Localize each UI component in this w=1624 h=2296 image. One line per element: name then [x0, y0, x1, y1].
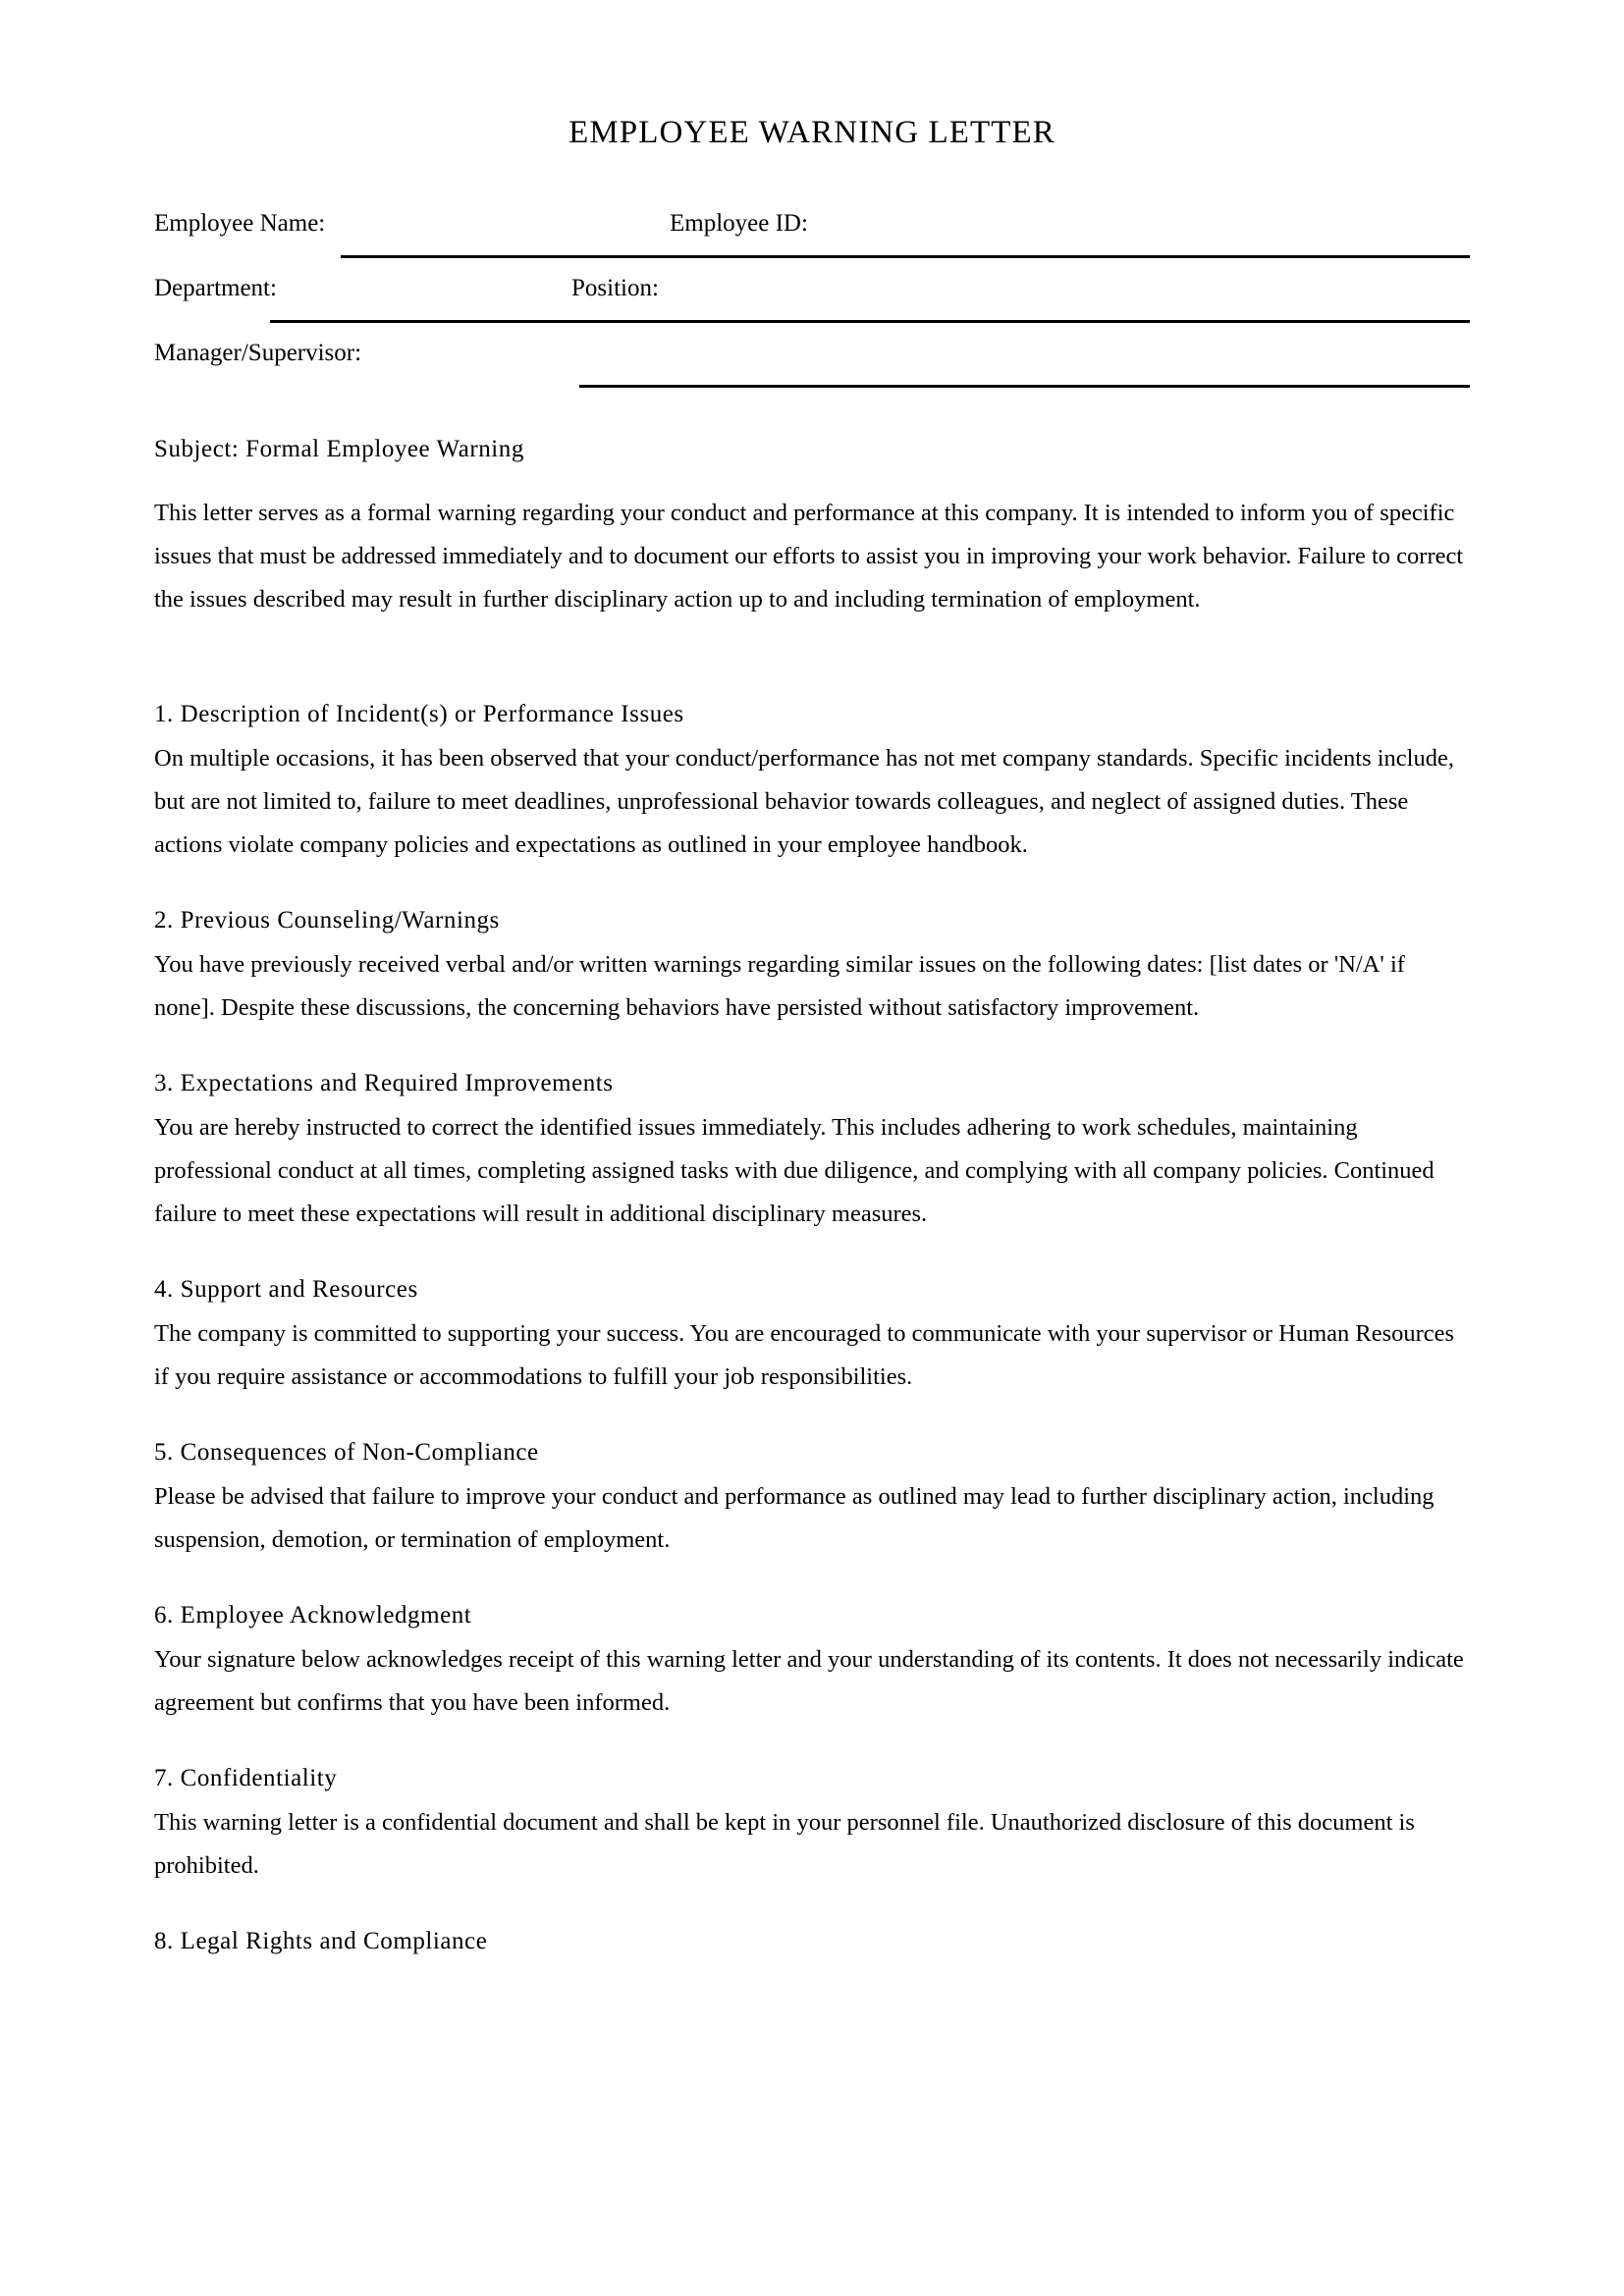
- employee-name-id-input-rule[interactable]: [341, 255, 1470, 258]
- field-row-department: [154, 272, 1470, 337]
- section-heading: 3. Expectations and Required Improvements: [154, 1069, 614, 1096]
- section: [154, 1762, 1470, 1888]
- section-body: You have previously received verbal and/or written warnings regarding similar issues on the following dates: [list dates or 'N/A' if none]. Despite these discussions, the concerning behaviors have persisted without satisfactory improvement.: [154, 950, 1405, 1021]
- section-heading: 1. Description of Incident(s) or Performance Issues: [154, 700, 684, 727]
- section: [154, 1599, 1470, 1725]
- section-body: The company is committed to supporting your success. You are encouraged to communicate with your supervisor or Human Resources if you require assistance or accommodations to fulfill your job responsibilities.: [154, 1319, 1455, 1390]
- sections-list: [154, 698, 1470, 1958]
- section-body: Please be advised that failure to improve your conduct and performance as outlined may lead to further disciplinary action, including suspension, demotion, or termination of employment.: [154, 1482, 1435, 1553]
- employee-id-label: Employee ID:: [670, 209, 808, 237]
- manager-supervisor-input-rule[interactable]: [579, 385, 1470, 388]
- field-row-manager-supervisor: [154, 337, 1470, 401]
- section-heading: 7. Confidentiality: [154, 1764, 338, 1791]
- employee-name-label: Employee Name:: [154, 209, 326, 237]
- field-row-employee-name: [154, 207, 1470, 272]
- section-body: On multiple occasions, it has been observed that your conduct/performance has not met company standards. Specific incidents include, but are not limited to, failure to meet deadlines, unprofessional behavior towards colleagues, and neglect of assigned duties. These actions violate company policies and expectations as outlined in your employee handbook.: [154, 744, 1454, 858]
- position-label: Position:: [571, 274, 659, 301]
- intro-paragraph: This letter serves as a formal warning regarding your conduct and performance at this company. It is intended to inform you of specific issues that must be addressed immediately and to document our efforts to assist you in improving your work behavior. Failure to correct the issues described may result in further disciplinary action up to and including termination of employment.: [154, 499, 1464, 613]
- section: [154, 1436, 1470, 1562]
- section: [154, 1273, 1470, 1399]
- section: [154, 1067, 1470, 1236]
- section-body: You are hereby instructed to correct the identified issues immediately. This includes adhering to work schedules, maintaining professional conduct at all times, completing assigned tasks with due diligence, and complying with all company policies. Continued failure to meet these expectations will result in additional disciplinary measures.: [154, 1113, 1435, 1227]
- section-body: Your signature below acknowledges receipt of this warning letter and your understanding of its contents. It does not necessarily indicate agreement but confirms that you have been informed.: [154, 1645, 1464, 1716]
- header-fields-block: [154, 207, 1470, 401]
- section-heading: 5. Consequences of Non-Compliance: [154, 1438, 539, 1466]
- section: [154, 698, 1470, 867]
- department-position-input-rule[interactable]: [270, 320, 1470, 323]
- section-heading: 6. Employee Acknowledgment: [154, 1601, 472, 1629]
- section-heading: 8. Legal Rights and Compliance: [154, 1927, 488, 1954]
- section: [154, 904, 1470, 1030]
- manager-supervisor-label: Manager/Supervisor:: [154, 339, 362, 366]
- section-heading: 2. Previous Counseling/Warnings: [154, 906, 500, 934]
- section: [154, 1925, 1470, 1958]
- section-heading: 4. Support and Resources: [154, 1275, 418, 1303]
- page-title: EMPLOYEE WARNING LETTER: [568, 115, 1056, 150]
- section-body: This warning letter is a confidential document and shall be kept in your personnel file. Unauthorized disclosure of this document is prohibited.: [154, 1808, 1415, 1879]
- department-label: Department:: [154, 274, 277, 301]
- subject-line: Subject: Formal Employee Warning: [154, 435, 524, 462]
